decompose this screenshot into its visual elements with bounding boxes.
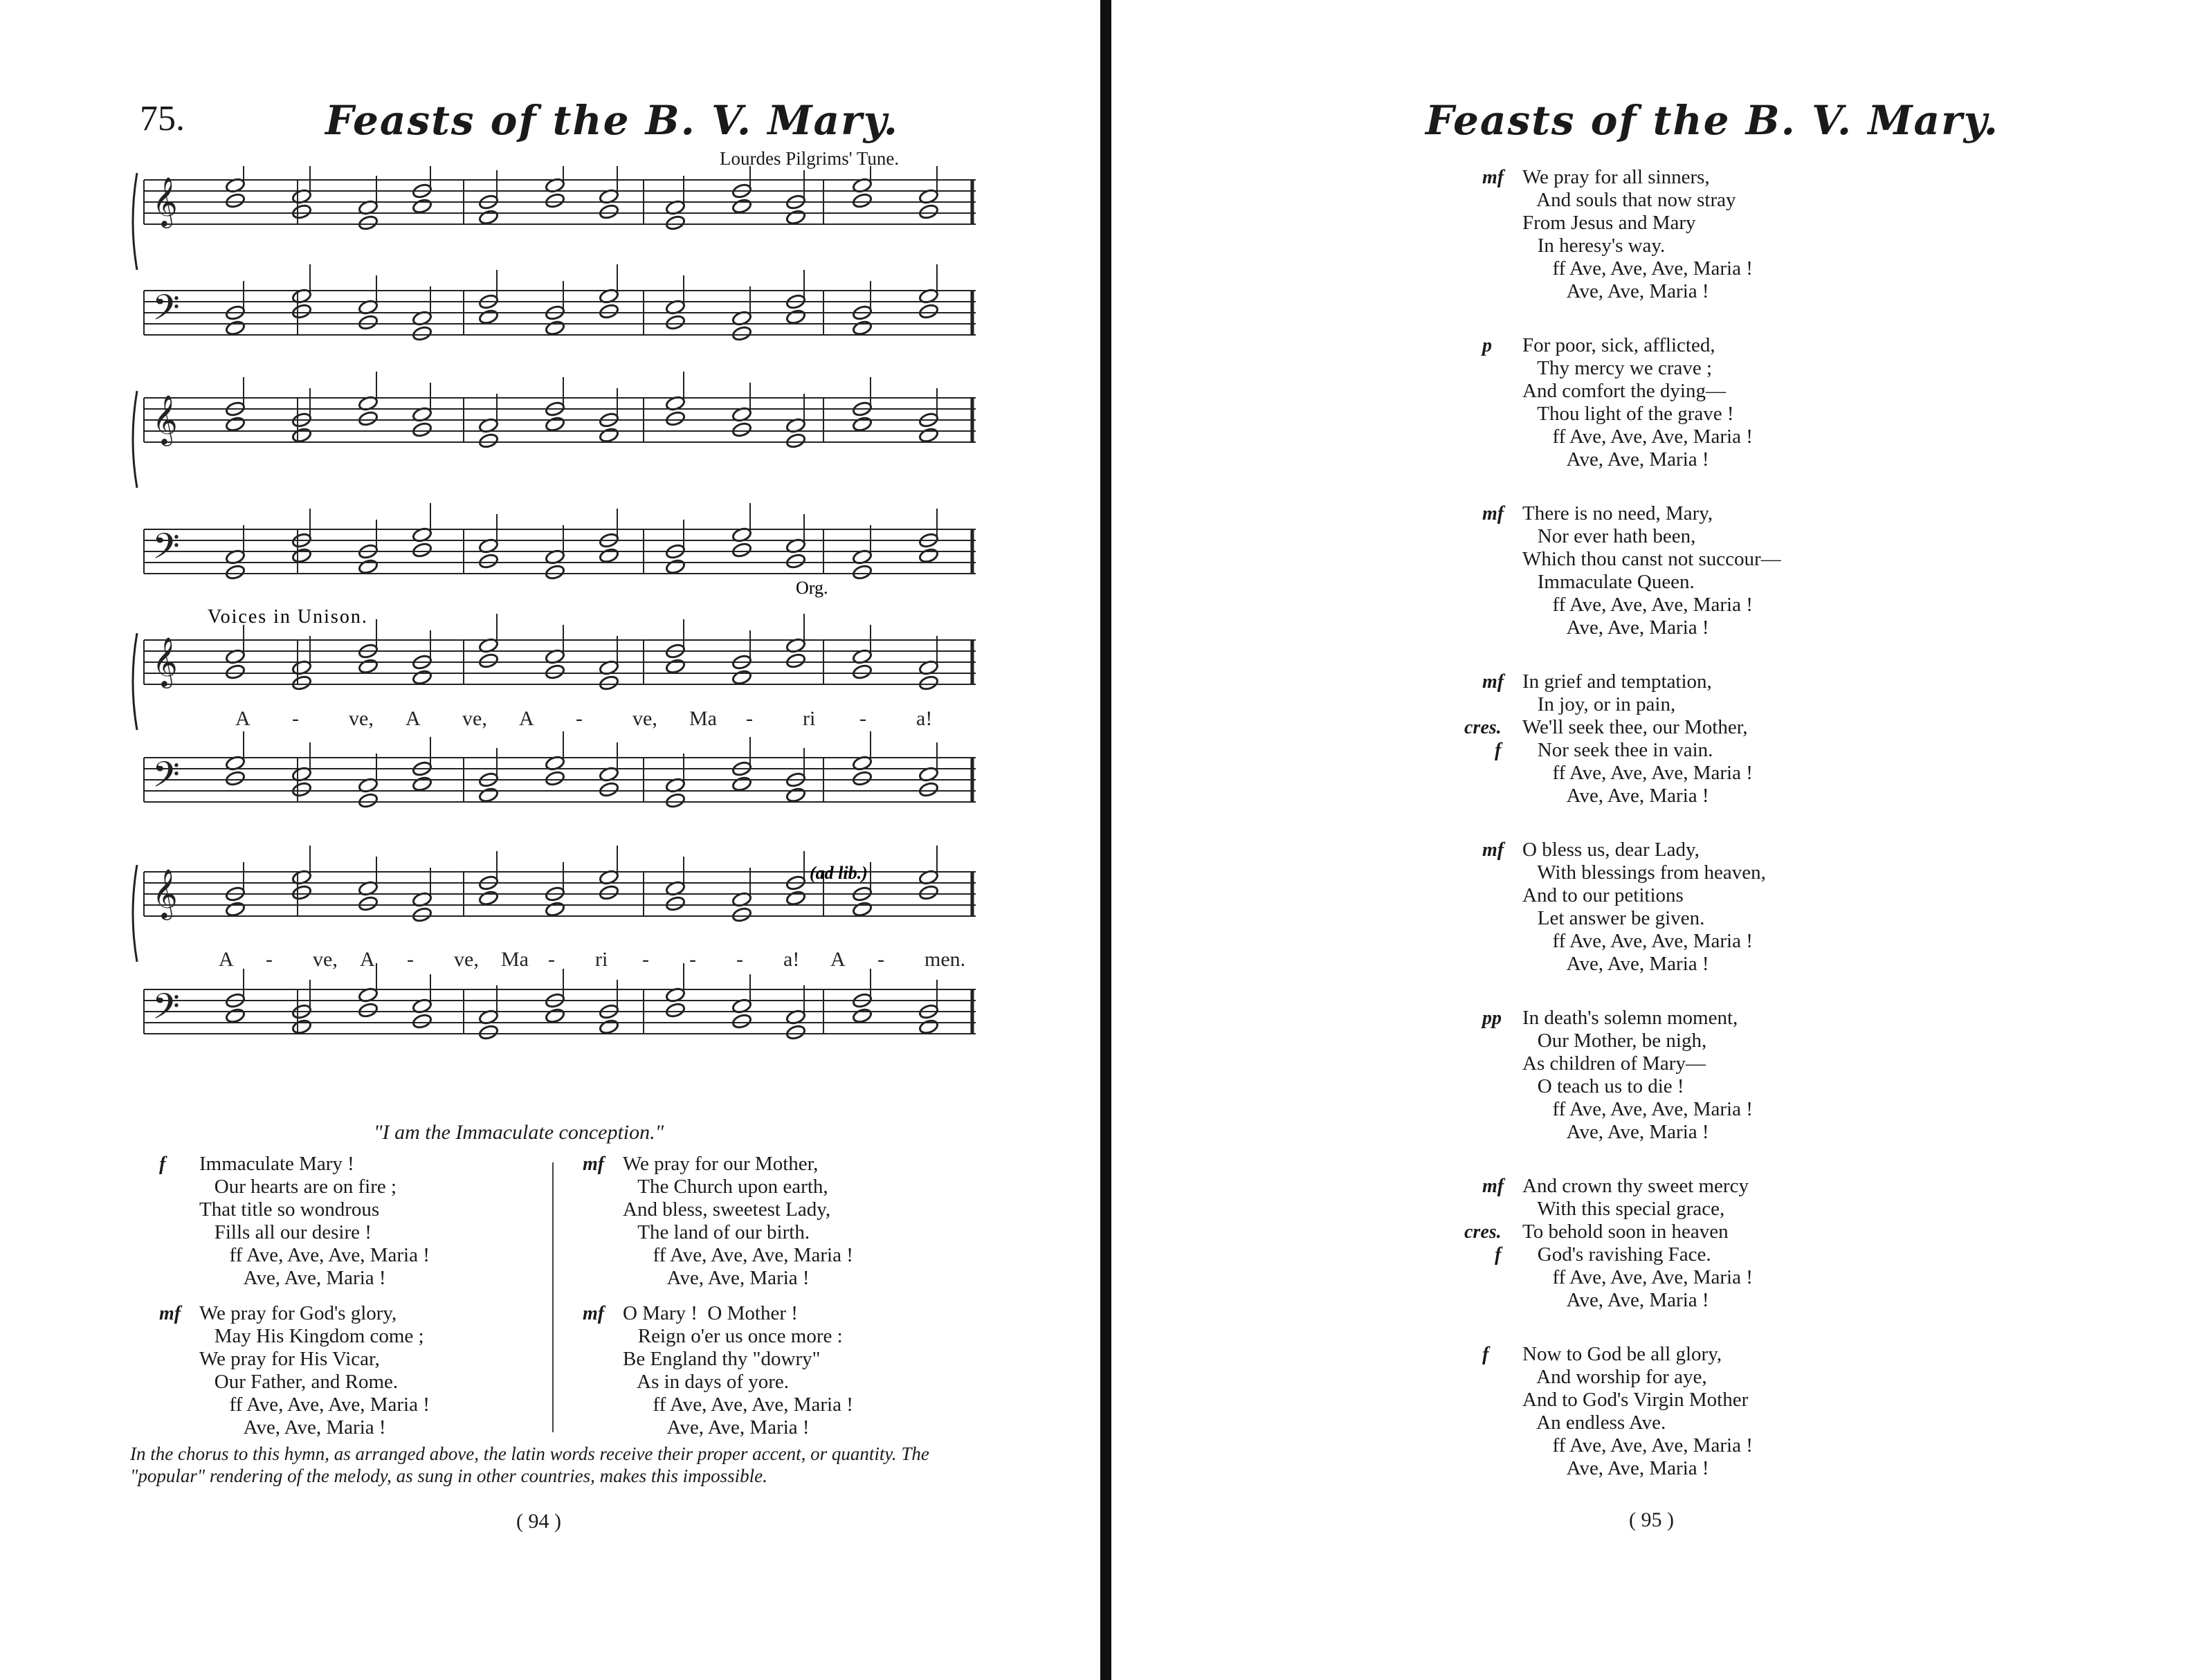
note-head	[358, 314, 379, 331]
clef-icon: 𝄢	[152, 528, 180, 575]
lyric-syllable: A	[360, 948, 375, 971]
verse-line: ff Ave, Ave, Ave, Maria !	[1522, 1266, 1753, 1288]
note-head	[545, 320, 565, 336]
verse-line: ff Ave, Ave, Ave, Maria !	[623, 1244, 853, 1266]
note-head	[852, 320, 873, 336]
verse-line: And bless, sweetest Lady,	[623, 1198, 831, 1221]
verse-line: ff Ave, Ave, Ave, Maria !	[1522, 257, 1753, 280]
stanza	[159, 1153, 430, 1290]
note-head	[785, 1024, 806, 1041]
clef-icon: 𝄞	[152, 639, 178, 686]
stanza	[583, 1302, 853, 1439]
verse-line: The land of our birth.	[623, 1221, 810, 1243]
verse-line: ff Ave, Ave, Ave, Maria !	[1522, 930, 1753, 952]
verse-line: Let answer be given.	[1522, 907, 1705, 929]
verse-line: And to God's Virgin Mother	[1522, 1389, 1749, 1411]
note-head	[599, 1019, 619, 1035]
lyric-syllable: A	[235, 707, 251, 730]
verse-line: And souls that now stray	[1522, 189, 1736, 211]
note-head	[599, 675, 619, 691]
note-head	[545, 1007, 565, 1024]
note-group	[225, 166, 939, 231]
note-head	[599, 547, 619, 564]
verse-line: There is no need, Mary,	[1522, 502, 1713, 524]
note-group	[225, 846, 939, 923]
dynamic-marking: mf	[1482, 167, 1504, 188]
lyric-syllable: A	[830, 948, 846, 971]
system-brace	[133, 391, 137, 488]
verse-line: Fills all our desire !	[199, 1221, 372, 1243]
stanza	[1482, 166, 1753, 303]
verse-line: ff Ave, Ave, Ave, Maria !	[1522, 594, 1753, 616]
verse-line: Nor ever hath been,	[1522, 525, 1696, 547]
note-head	[291, 1019, 312, 1035]
verse-line: We pray for all sinners,	[1522, 166, 1710, 188]
lyric-syllable: a!	[916, 707, 933, 730]
clef-icon: 𝄞	[152, 179, 178, 226]
note-head	[412, 669, 432, 686]
note-head	[478, 787, 499, 803]
lyric-syllable: -	[746, 707, 753, 730]
dynamic-marking: cres.	[1464, 1221, 1502, 1243]
stanza	[1482, 1343, 1753, 1480]
dynamic-marking: mf	[1482, 1176, 1504, 1197]
lyric-syllable: -	[292, 707, 299, 730]
note-head	[478, 1024, 499, 1041]
verse-line: Our hearts are on fire ;	[199, 1176, 397, 1198]
verse-line: We pray for God's glory,	[199, 1302, 397, 1324]
verse-line: With blessings from heaven,	[1522, 861, 1766, 884]
note-group	[225, 264, 939, 342]
note-head	[852, 416, 873, 432]
staff	[144, 756, 976, 803]
note-head	[731, 325, 752, 342]
dynamic-marking: mf	[159, 1303, 181, 1324]
verse-line: In heresy's way.	[1522, 235, 1666, 257]
verse-line: We pray for His Vicar,	[199, 1348, 380, 1370]
note-head	[545, 664, 565, 680]
note-head	[358, 792, 379, 809]
note-head	[225, 564, 246, 581]
verse-line: Immaculate Queen.	[1522, 571, 1695, 593]
verse-line: From Jesus and Mary	[1522, 212, 1696, 234]
lyric-syllable: -	[266, 948, 273, 971]
note-head	[731, 198, 752, 214]
note-head	[918, 781, 939, 798]
note-group	[225, 963, 939, 1041]
verse-line: Now to God be all glory,	[1522, 1343, 1722, 1365]
note-head	[545, 416, 565, 432]
voices-label: Voices in Unison.	[208, 606, 368, 628]
note-head	[785, 652, 806, 669]
note-head	[225, 192, 246, 209]
dynamic-marking: pp	[1482, 1007, 1502, 1029]
note-head	[412, 906, 432, 923]
note-head	[918, 884, 939, 901]
note-head	[412, 542, 432, 558]
page-number: ( 95 )	[1629, 1508, 1674, 1531]
footnote: In the chorus to this hymn, as arranged above, the latin words receive their proper accent, or quantity. The "popular" rendering of the melody, as sung in other countries, makes this impossible.	[130, 1443, 929, 1486]
verse-line: May His Kingdom come ;	[199, 1325, 424, 1347]
verse-line: ff Ave, Ave, Ave, Maria !	[199, 1394, 430, 1416]
note-head	[478, 432, 499, 449]
dynamic-marking: mf	[583, 1303, 605, 1324]
verse-line: Ave, Ave, Maria !	[1522, 785, 1709, 807]
lyric-syllable: ve,	[349, 707, 374, 730]
verse-line: Ave, Ave, Maria !	[623, 1416, 810, 1439]
ad-lib-label: (ad lib.)	[810, 863, 868, 883]
clef-icon: 𝄞	[152, 396, 178, 444]
note-head	[785, 309, 806, 325]
note-head	[358, 558, 379, 575]
note-head	[918, 427, 939, 444]
lyric-syllable: A	[519, 707, 534, 730]
note-head	[665, 410, 686, 427]
note-head	[665, 658, 686, 675]
note-head	[918, 547, 939, 564]
verse-line: The Church upon earth,	[623, 1176, 828, 1198]
note-head	[599, 781, 619, 798]
verse-line: ff Ave, Ave, Ave, Maria !	[623, 1394, 853, 1416]
note-head	[291, 781, 312, 798]
lyric-syllable: Ma	[689, 707, 717, 730]
note-head	[665, 1002, 686, 1019]
page-header: Feasts of the B. V. Mary.	[1426, 97, 1999, 144]
verse-line: Ave, Ave, Maria !	[623, 1267, 810, 1289]
stanza	[159, 1302, 430, 1439]
note-head	[478, 209, 499, 226]
verse-line: In grief and temptation,	[1522, 670, 1712, 693]
note-head	[852, 770, 873, 787]
note-head	[478, 309, 499, 325]
dynamic-marking: f	[1482, 1344, 1489, 1365]
verse-line: Be England thy "dowry"	[623, 1348, 821, 1370]
verse-line: As children of Mary—	[1522, 1052, 1706, 1075]
verse-line: Ave, Ave, Maria !	[1522, 617, 1709, 639]
note-head	[412, 325, 432, 342]
note-head	[599, 303, 619, 320]
note-head	[358, 895, 379, 912]
note-head	[665, 314, 686, 331]
dynamic-marking: mf	[583, 1153, 605, 1175]
verse-line: We'll seek thee, our Mother, cres.	[1464, 716, 1748, 738]
note-head	[731, 669, 752, 686]
verse-line: ff Ave, Ave, Ave, Maria !	[1522, 762, 1753, 784]
page-header: Feasts of the B. V. Mary.	[325, 97, 899, 144]
lyric-syllable: ri	[803, 707, 816, 730]
lyric-syllable: A	[219, 948, 234, 971]
stanza	[1464, 670, 1753, 807]
note-head	[225, 901, 246, 917]
dynamic-marking: mf	[1482, 839, 1504, 861]
note-head	[291, 303, 312, 320]
lyric-syllable: ve,	[632, 707, 657, 730]
hymn-number: 75.	[140, 99, 185, 138]
stanza	[1482, 502, 1781, 639]
note-head	[291, 203, 312, 220]
lyric-syllable: ve,	[454, 948, 479, 971]
note-head	[545, 901, 565, 917]
note-head	[665, 792, 686, 809]
note-head	[225, 1007, 246, 1024]
note-head	[599, 884, 619, 901]
note-head	[358, 1002, 379, 1019]
note-head	[731, 776, 752, 792]
verse-line: Thou light of the grave !	[1522, 403, 1734, 425]
system-brace	[133, 633, 137, 730]
note-head	[412, 776, 432, 792]
book-gutter	[1100, 0, 1111, 1680]
note-head	[785, 787, 806, 803]
note-head	[545, 192, 565, 209]
note-head	[852, 901, 873, 917]
verse-line: To behold soon in heaven cres.	[1464, 1221, 1729, 1243]
lyric-syllable: -	[736, 948, 743, 971]
note-head	[731, 1013, 752, 1030]
stanza	[1482, 334, 1753, 471]
note-head	[852, 664, 873, 680]
verse-line: Ave, Ave, Maria !	[1522, 280, 1709, 302]
verse-line: ff Ave, Ave, Ave, Maria !	[1522, 1098, 1753, 1120]
note-head	[478, 652, 499, 669]
note-head	[478, 553, 499, 569]
note-head	[918, 303, 939, 320]
verse-line: Ave, Ave, Maria !	[1522, 1289, 1709, 1311]
note-head	[412, 421, 432, 438]
dynamic-marking: p	[1482, 335, 1492, 356]
verse-line: Ave, Ave, Maria !	[1522, 448, 1709, 471]
lyric-syllable: ri	[595, 948, 608, 971]
verse-line: God's ravishing Face. f	[1495, 1243, 1711, 1266]
page-number: ( 94 )	[516, 1510, 561, 1533]
dynamic-marking: cres.	[1464, 717, 1502, 738]
note-head	[731, 421, 752, 438]
note-head	[225, 770, 246, 787]
verse-line: And comfort the dying—	[1522, 380, 1726, 402]
lyric-syllable: -	[576, 707, 583, 730]
staff	[144, 637, 976, 688]
verse-line: ff Ave, Ave, Ave, Maria !	[199, 1244, 430, 1266]
tune-name: Lourdes Pilgrims' Tune.	[720, 148, 900, 169]
dynamic-marking: f	[1495, 740, 1502, 761]
dynamic-marking: mf	[1482, 671, 1504, 693]
dynamic-marking: mf	[1482, 503, 1504, 524]
lyric-syllable: Ma	[501, 948, 529, 971]
verse-line: Thy mercy we crave ;	[1522, 357, 1713, 379]
note-head	[545, 564, 565, 581]
clef-icon: 𝄢	[152, 756, 180, 803]
dynamic-marking: f	[1495, 1244, 1502, 1266]
staff	[144, 289, 976, 336]
staff	[144, 177, 976, 228]
note-head	[731, 542, 752, 558]
verse-line: With this special grace,	[1522, 1198, 1725, 1220]
note-head	[665, 214, 686, 231]
clef-icon: 𝄢	[152, 988, 180, 1035]
note-head	[291, 884, 312, 901]
verse-line: As in days of yore.	[623, 1371, 790, 1393]
music-score	[131, 166, 990, 1107]
lyric-syllable: a!	[783, 948, 800, 971]
note-head	[358, 214, 379, 231]
verse-line: For poor, sick, afflicted,	[1522, 334, 1715, 356]
verse-line: Reign o'er us once more :	[623, 1325, 843, 1347]
verse-line: Ave, Ave, Maria !	[1522, 953, 1709, 975]
note-group	[225, 731, 939, 809]
note-head	[785, 553, 806, 569]
lyric-syllable: ve,	[462, 707, 487, 730]
verse-line: In death's solemn moment,	[1522, 1007, 1738, 1029]
left-page	[0, 0, 1100, 1680]
lyric-syllable: -	[407, 948, 414, 971]
verse-line: Ave, Ave, Maria !	[199, 1267, 386, 1289]
note-head	[478, 890, 499, 906]
verse-line: Ave, Ave, Maria !	[1522, 1121, 1709, 1143]
column-divider	[552, 1162, 554, 1432]
note-head	[852, 1007, 873, 1024]
lyric-syllable: ve,	[313, 948, 338, 971]
verse-line: And crown thy sweet mercy	[1522, 1175, 1749, 1197]
lyric-syllable: -	[642, 948, 649, 971]
note-head	[412, 1013, 432, 1030]
note-head	[785, 432, 806, 449]
clef-icon: 𝄞	[152, 870, 178, 917]
note-head	[291, 547, 312, 564]
system-brace	[133, 865, 137, 962]
lyric-syllable: A	[406, 707, 421, 730]
system-brace	[133, 173, 137, 270]
note-head	[731, 906, 752, 923]
note-head	[225, 320, 246, 336]
verse-line: In joy, or in pain,	[1522, 693, 1676, 715]
note-head	[665, 895, 686, 912]
note-group	[225, 372, 939, 449]
note-head	[599, 427, 619, 444]
note-head	[291, 675, 312, 691]
lyric-syllable: men.	[925, 948, 966, 971]
verse-line: Ave, Ave, Maria !	[199, 1416, 386, 1439]
note-head	[358, 410, 379, 427]
lyric-syllable: -	[548, 948, 555, 971]
scripture-quote: "I am the Immaculate conception."	[374, 1121, 664, 1144]
note-head	[852, 564, 873, 581]
verse-line: We pray for our Mother,	[623, 1153, 819, 1175]
note-head	[545, 770, 565, 787]
verse-line: Nor seek thee in vain. f	[1495, 739, 1713, 761]
note-head	[599, 203, 619, 220]
lyric-syllable: -	[877, 948, 884, 971]
note-group	[225, 503, 939, 581]
verse-line: And worship for aye,	[1522, 1366, 1707, 1388]
note-head	[358, 658, 379, 675]
verse-line: That title so wondrous	[199, 1198, 380, 1221]
lyric-syllable: -	[859, 707, 866, 730]
note-head	[785, 209, 806, 226]
note-head	[225, 416, 246, 432]
note-head	[852, 192, 873, 209]
verse-line: O teach us to die !	[1522, 1075, 1684, 1097]
verse-line: Our Mother, be nigh,	[1522, 1030, 1707, 1052]
org-label: Org.	[796, 578, 828, 598]
lyric-syllable: -	[689, 948, 696, 971]
note-head	[918, 1019, 939, 1035]
note-head	[665, 558, 686, 575]
verse-line: Immaculate Mary !	[199, 1153, 354, 1175]
verse-line: O bless us, dear Lady,	[1522, 839, 1700, 861]
verse-line: ff Ave, Ave, Ave, Maria !	[1522, 426, 1753, 448]
right-page	[1111, 0, 2204, 1680]
stanza	[583, 1153, 853, 1290]
verse-line: Ave, Ave, Maria !	[1522, 1457, 1709, 1479]
stanza	[1482, 839, 1766, 976]
note-head	[918, 203, 939, 220]
note-head	[918, 675, 939, 691]
note-head	[785, 890, 806, 906]
verse-line: An endless Ave.	[1522, 1412, 1666, 1434]
verse-line: O Mary ! O Mother !	[623, 1302, 798, 1324]
verse-line: Our Father, and Rome.	[199, 1371, 399, 1393]
stanza	[1464, 1175, 1753, 1312]
stanza	[1482, 1007, 1753, 1144]
verse-line: Which thou canst not succour—	[1522, 548, 1781, 570]
verse-line: ff Ave, Ave, Ave, Maria !	[1522, 1434, 1753, 1457]
dynamic-marking: f	[159, 1153, 166, 1175]
note-head	[412, 198, 432, 214]
note-head	[225, 664, 246, 680]
verse-line: And to our petitions	[1522, 884, 1684, 906]
clef-icon: 𝄢	[152, 289, 180, 336]
note-head	[291, 427, 312, 444]
